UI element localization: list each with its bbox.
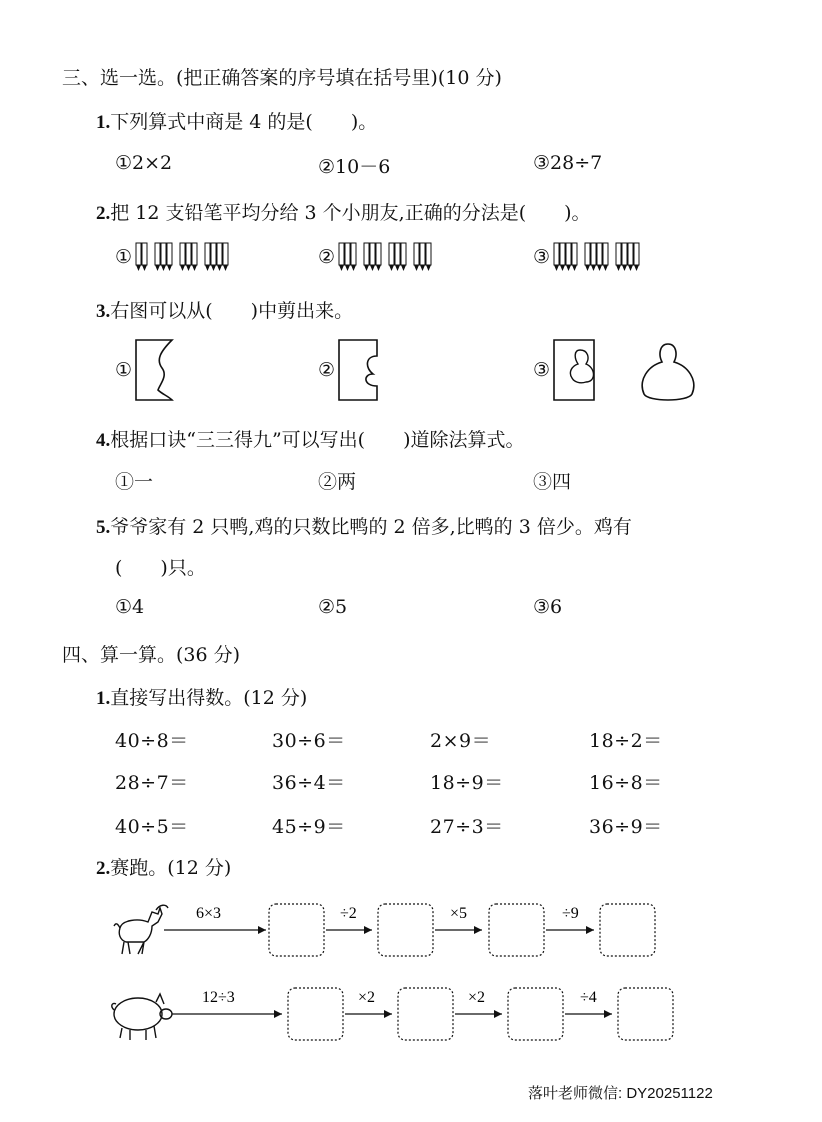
calc-r2-c1: 28÷7＝: [115, 772, 189, 794]
race-1-box-3[interactable]: [489, 904, 544, 956]
pencil-icon: [136, 243, 141, 271]
pencil-icon: [211, 243, 216, 271]
calc-r2-c3: 18÷9＝: [430, 772, 504, 794]
pencil-icon: [628, 243, 633, 271]
q2-option-2[interactable]: [318, 240, 475, 274]
pencil-icon: [161, 243, 166, 271]
pencil-icon: [192, 243, 197, 271]
gourd-shape-icon: [636, 340, 700, 404]
calc-r1-c4: 18÷2＝: [589, 730, 663, 752]
paper-shape-3-icon: [550, 338, 610, 402]
q1-stem: [96, 107, 377, 134]
section3-title: 三、选一选。(把正确答案的序号填在括号里)(10 分): [62, 67, 502, 89]
race-1: [108, 898, 668, 962]
race-2-box-4[interactable]: [618, 988, 673, 1040]
q3-reference-figure: [636, 340, 700, 404]
pencil-icon: [370, 243, 375, 271]
pencil-icon: [591, 243, 596, 271]
pencil-icon: [622, 243, 627, 271]
pencil-icon: [186, 243, 191, 271]
pencil-icon: [616, 243, 621, 271]
pencil-icon: [180, 243, 185, 271]
pencil-icon: [217, 243, 222, 271]
goat-icon: [114, 905, 168, 954]
s4-q2-text: 赛跑。(12 分): [110, 857, 232, 879]
race-1-start-op: 6×3: [196, 905, 222, 922]
q1-option-1[interactable]: ①2×2: [115, 152, 173, 174]
paper-shape-2-icon: [335, 338, 395, 402]
q1-number: 1.: [96, 112, 111, 133]
section4-title: 四、算一算。(36 分): [62, 644, 241, 666]
pencil-icon: [155, 243, 160, 271]
calc-r3-c1: 40÷5＝: [115, 816, 189, 838]
s4-q2-number: 2.: [96, 858, 111, 879]
race-2-op-2: ×2: [468, 989, 486, 1006]
calc-r3-c2: 45÷9＝: [272, 816, 346, 838]
pencil-icon: [597, 243, 602, 271]
race-2-box-3[interactable]: [508, 988, 563, 1040]
q4-option-2[interactable]: ②两: [318, 471, 357, 493]
q3-number: 3.: [96, 301, 111, 322]
s4-q1-text: 直接写出得数。(12 分): [110, 687, 308, 709]
q5-option-3[interactable]: ③6: [533, 596, 563, 618]
q2-option-3[interactable]: [533, 240, 690, 274]
q4-option-3[interactable]: ③四: [533, 471, 572, 493]
race-2-diagram: [108, 984, 678, 1048]
pencil-grouping-1-icon: [132, 240, 272, 274]
race-2-op-3: ÷4: [580, 989, 597, 1006]
pencil-icon: [634, 243, 639, 271]
q3-marker-3: ③: [533, 359, 551, 381]
calc-r2-c4: 16÷8＝: [589, 772, 663, 794]
s4-q1-number: 1.: [96, 688, 111, 709]
race-1-box-2[interactable]: [378, 904, 433, 956]
pencil-icon: [205, 243, 210, 271]
race-2-op-1: ×2: [358, 989, 376, 1006]
pencil-icon: [426, 243, 431, 271]
calc-r1-c1: 40÷8＝: [115, 730, 189, 752]
q2-marker-2: ②: [318, 246, 336, 268]
pencil-icon: [401, 243, 406, 271]
pencil-icon: [389, 243, 394, 271]
calc-r3-c3: 27÷3＝: [430, 816, 504, 838]
q1-option-3[interactable]: ③28÷7: [533, 152, 603, 174]
s4-q2-stem: [96, 853, 231, 880]
pencil-grouping-2-icon: [335, 240, 475, 274]
pencil-icon: [572, 243, 577, 271]
q4-text: 根据口诀“三三得九”可以写出( )道除法算式。: [110, 429, 525, 451]
pencil-icon: [554, 243, 559, 271]
pencil-icon: [566, 243, 571, 271]
race-1-box-4[interactable]: [600, 904, 655, 956]
race-1-box-1[interactable]: [269, 904, 324, 956]
pencil-icon: [223, 243, 228, 271]
q4-stem: [96, 425, 525, 452]
pig-icon: [112, 994, 172, 1040]
race-2-box-2[interactable]: [398, 988, 453, 1040]
q5-stem: [96, 512, 632, 539]
q2-marker-1: ①: [115, 246, 133, 268]
q2-text: 把 12 支铅笔平均分给 3 个小朋友,正确的分法是( )。: [110, 202, 591, 224]
calc-r3-c4: 36÷9＝: [589, 816, 663, 838]
q3-marker-2: ②: [318, 359, 336, 381]
q3-stem: [96, 296, 353, 323]
q3-option-2[interactable]: [318, 338, 395, 402]
q5-text: 爷爷家有 2 只鸭,鸡的只数比鸭的 2 倍多,比鸭的 3 倍少。鸡有: [110, 516, 632, 538]
pencil-icon: [167, 243, 172, 271]
pencil-icon: [142, 243, 147, 271]
q4-number: 4.: [96, 430, 111, 451]
pencil-icon: [585, 243, 590, 271]
race-2-box-1[interactable]: [288, 988, 343, 1040]
calc-r1-c3: 2×9＝: [430, 730, 492, 752]
footer-watermark: 落叶老师微信: DY20251122: [528, 1085, 713, 1102]
pencil-icon: [414, 243, 419, 271]
pencil-icon: [376, 243, 381, 271]
q2-option-1[interactable]: [115, 240, 272, 274]
pencil-icon: [560, 243, 565, 271]
pencil-icon: [603, 243, 608, 271]
q4-option-1[interactable]: ①一: [115, 471, 154, 493]
pencil-icon: [395, 243, 400, 271]
s4-q1-stem: [96, 683, 307, 710]
q5-option-2[interactable]: ②5: [318, 596, 348, 618]
pencil-icon: [364, 243, 369, 271]
q2-stem: [96, 198, 591, 225]
race-2: [108, 984, 678, 1048]
pencil-icon: [345, 243, 350, 271]
pencil-icon: [420, 243, 425, 271]
race-1-op-3: ÷9: [562, 905, 579, 922]
q2-number: 2.: [96, 203, 111, 224]
calc-r2-c2: 36÷4＝: [272, 772, 346, 794]
q3-option-3[interactable]: [533, 338, 610, 402]
q3-text: 右图可以从( )中剪出来。: [110, 300, 354, 322]
race-1-op-2: ×5: [450, 905, 468, 922]
race-1-op-1: ÷2: [340, 905, 357, 922]
calc-r1-c2: 30÷6＝: [272, 730, 346, 752]
pencil-icon: [339, 243, 344, 271]
q5-number: 5.: [96, 517, 111, 538]
pencil-icon: [351, 243, 356, 271]
paper-shape-1-icon: [132, 338, 192, 402]
q3-marker-1: ①: [115, 359, 133, 381]
q1-text: 下列算式中商是 4 的是( )。: [110, 111, 378, 133]
q3-option-1[interactable]: [115, 338, 192, 402]
q1-option-2[interactable]: ②10－6: [318, 156, 391, 178]
pencil-grouping-3-icon: [550, 240, 690, 274]
q2-marker-3: ③: [533, 246, 551, 268]
race-2-start-op: 12÷3: [202, 989, 235, 1006]
q5-text-continued: ( )只。: [115, 557, 206, 579]
race-1-diagram: [108, 898, 668, 962]
q5-option-1[interactable]: ①4: [115, 596, 145, 618]
